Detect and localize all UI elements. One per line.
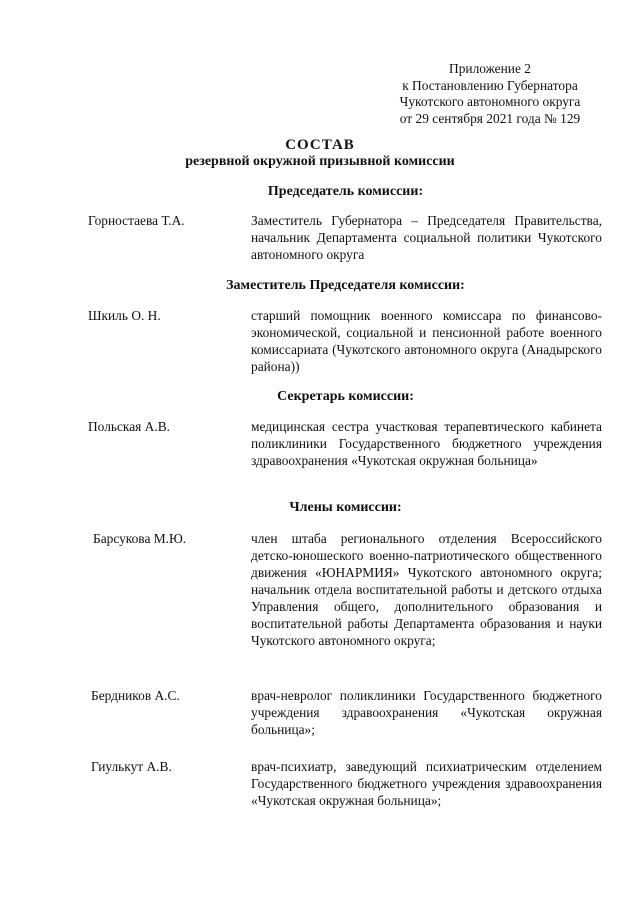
appendix-line-1: Приложение 2 (449, 61, 531, 76)
chairman-description: Заместитель Губернатора – Председателя Правительства, начальник Департамента социальной политики Чукотского автономного округа (251, 213, 602, 262)
document-subtitle: резервной окружной призывной комиссии (185, 154, 455, 169)
secretary-name: Польская А.В. (88, 419, 170, 434)
appendix-line-4: от 29 сентября 2021 года № 129 (399, 110, 581, 126)
document-title: СОСТАВ (285, 137, 355, 153)
member-name-2: Бердников А.С. (91, 688, 180, 703)
member-description-1: член штаба регионального отделения Всероссийского детско-юношеского военно-патриотического общественного движения «ЮНАРМИЯ» Чукотского автономного округа; начальник отдела воспитательной работы и детского отдыха Управления общего, дополнительного образования и воспитательной работы Департамента образования и науки Чукотского автономного округа; (251, 531, 602, 648)
member-name-3: Гиулькут А.В. (91, 759, 172, 774)
appendix-line-3: Чукотского автономного округа (399, 94, 581, 109)
chairman-name: Горностаева Т.А. (88, 213, 185, 228)
deputy-description: старший помощник военного комиссара по финансово-экономической, социальной и пенсионной работе военного комиссариата (Чукотского автономного округа (Анадырского района)) (251, 308, 602, 374)
secretary-heading: Секретарь комиссии: (277, 389, 414, 404)
appendix-block (380, 61, 600, 127)
appendix-line-2: к Постановлению Губернатора (402, 77, 578, 93)
member-description-3: врач-психиатр, заведующий психиатрическим отделением Государственного бюджетного учреждения здравоохранения «Чукотская окружная больница»; (251, 759, 602, 808)
chairman-heading: Председатель комиссии: (267, 184, 424, 199)
secretary-description: медицинская сестра участковая терапевтического кабинета поликлиники Государственного бюджетного учреждения здравоохранения «Чукотская окружная больница» (251, 419, 602, 468)
deputy-heading: Заместитель Председателя комиссии: (226, 278, 465, 293)
members-heading: Члены комиссии: (289, 500, 402, 515)
deputy-name: Шкиль О. Н. (88, 308, 161, 323)
member-description-2: врач-невролог поликлиники Государственного бюджетного учреждения здравоохранения «Чукотская окружная больница»; (251, 688, 602, 737)
member-name-1: Барсукова М.Ю. (93, 531, 187, 546)
